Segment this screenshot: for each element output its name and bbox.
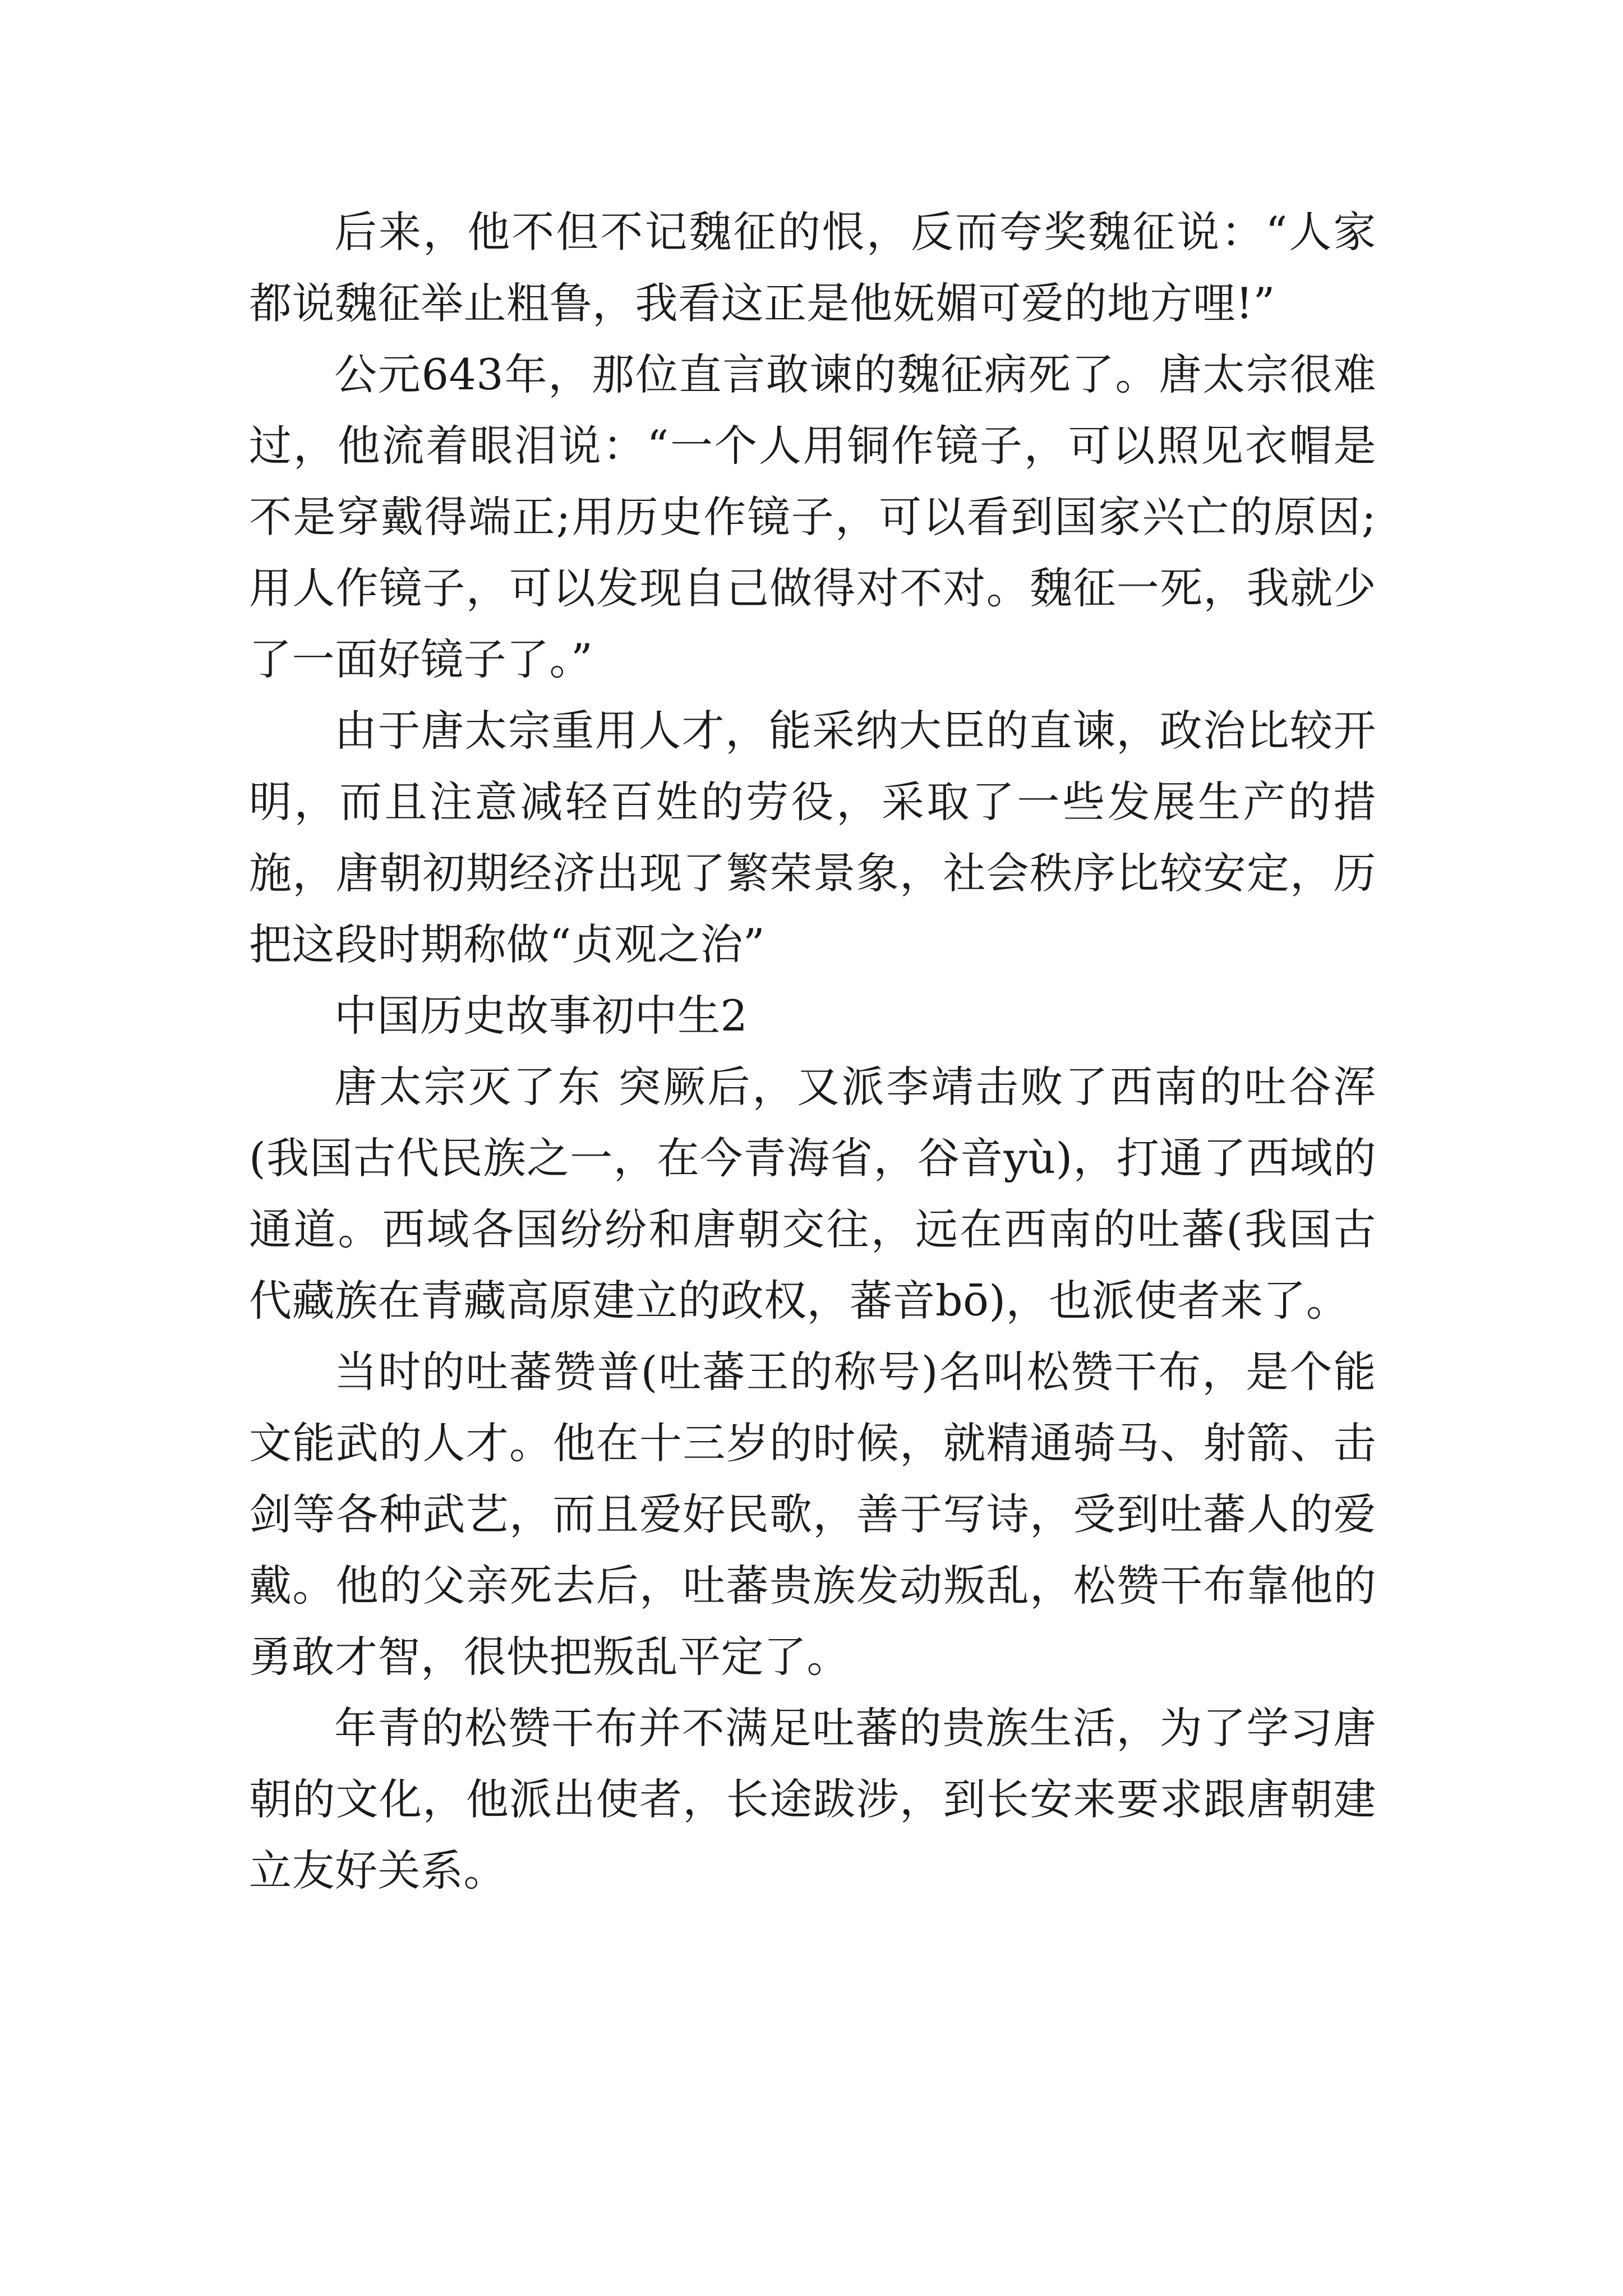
paragraph: 后来，他不但不记魏征的恨，反而夸奖魏征说：“人家都说魏征举止粗鲁，我看这正是他妩媚可爱的地方哩!” [249,207,1376,328]
paragraph: 年青的松赞干布并不满足吐蕃的贵族生活，为了学习唐朝的文化，他派出使者，长途跋涉，到长安来要求跟唐朝建立友好关系。 [249,1703,1376,1895]
document-body [249,196,1376,1906]
paragraph: 当时的吐蕃赞普(吐蕃王的称号)名叫松赞干布，是个能文能武的人才。他在十三岁的时候，就精通骑马、射箭、击剑等各种武艺，而且爱好民歌，善于写诗，受到吐蕃人的爱戴。他的父亲死去后，吐蕃贵族发动叛乱，松赞干布靠他的勇敢才智，很快把叛乱平定了。 [249,1347,1376,1682]
paragraph: 公元643年，那位直言敢谏的魏征病死了。唐太宗很难过，他流着眼泪说：“一个人用铜作镜子，可以照见衣帽是不是穿戴得端正;用历史作镜子，可以看到国家兴亡的原因;用人作镜子，可以发现自己做得对不对。魏征一死，我就少了一面好镜子了。” [249,349,1376,684]
paragraph: 唐太宗灭了东 突厥后，又派李靖击败了西南的吐谷浑(我国古代民族之一，在今青海省，谷音yù)，打通了西域的通道。西域各国纷纷和唐朝交往，远在西南的吐蕃(我国古代藏族在青藏高原建立的政权，蕃音bō)，也派使者来了。 [249,1062,1376,1326]
section-title: 中国历史故事初中生2 [334,991,748,1041]
paragraph: 由于唐太宗重用人才，能采纳大臣的直谏，政治比较开明，而且注意减轻百姓的劳役，采取了一些发展生产的措施，唐朝初期经济出现了繁荣景象，社会秩序比较安定，历把这段时期称做“贞观之治” [249,706,1376,969]
